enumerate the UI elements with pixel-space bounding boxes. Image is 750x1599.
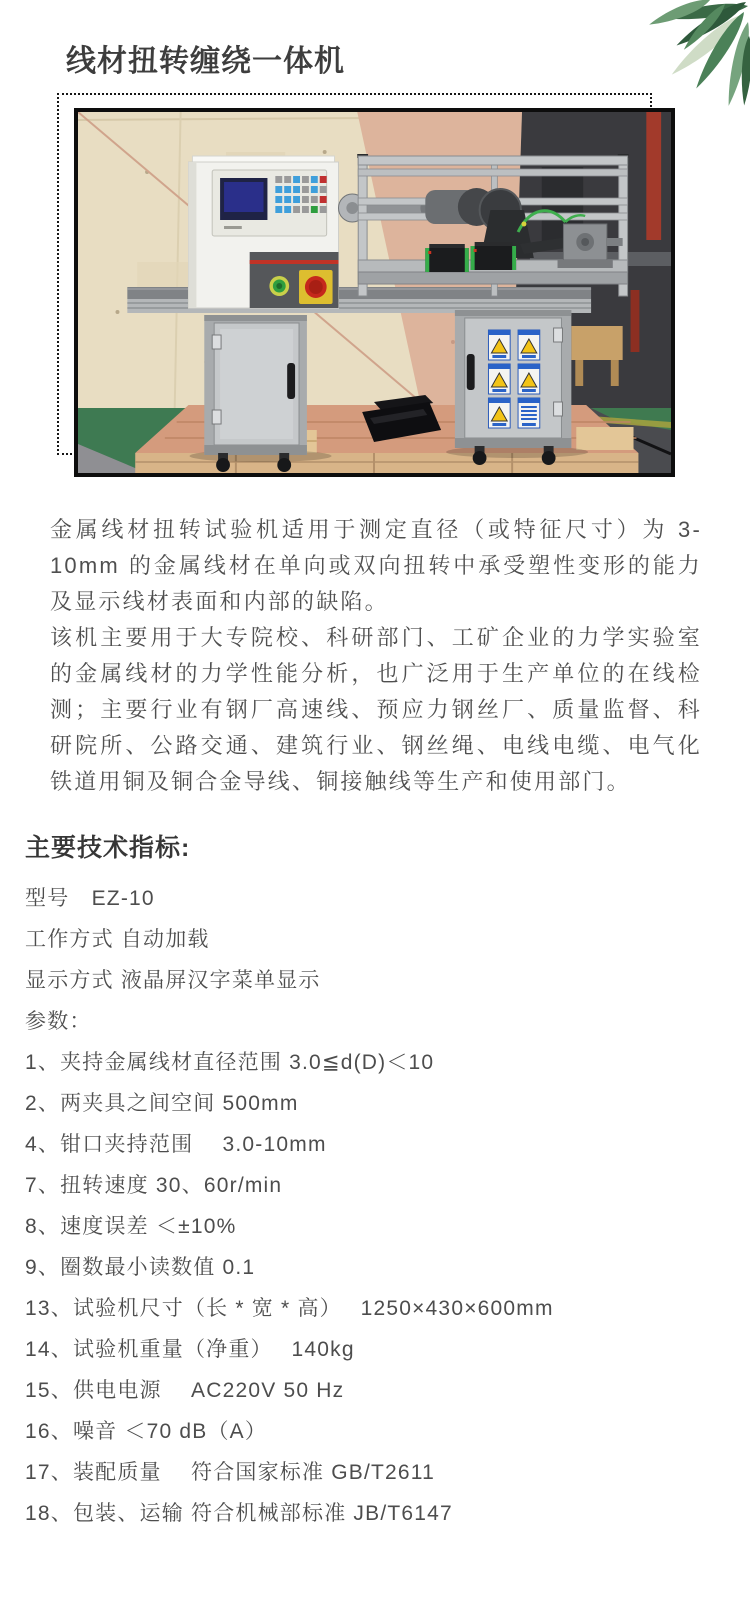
spec-work-mode: 工作方式 自动加载 [25,928,210,951]
spec-weight: 14、试验机重量（净重） 140kg [25,1338,355,1361]
operator-buttons [250,252,339,308]
cabinet-handle [467,354,475,390]
spec-power-supply: 15、供电电源 AC220V 50 Hz [25,1379,345,1402]
specs-heading: 主要技术指标: [25,834,191,862]
spec-noise: 16、噪音 ＜70 dB（A） [25,1420,268,1443]
spec-model: 型号 EZ-10 [25,887,155,910]
cabinet-handle [287,363,295,399]
left-cabinet [204,315,307,472]
page-title: 线材扭转缠绕一体机 [66,45,345,78]
description-paragraph-2: 该机主要用于大专院校、科研部门、工矿企业的力学实验室的金属线材的力学性能分析，也广泛用于生产单位的在线检测；主要行业有钢厂高速线、预应力钢丝厂、质量监督、科研院所、公路交通、建筑行业、钢丝绳、电线电缆、电气化铁道用铜及铜合金导线、铜接触线等生产和使用部门。 [50,625,702,794]
spec-dimensions: 13、试验机尺寸（长 * 宽 * 高） 1250×430×600mm [25,1297,554,1320]
spec-display-mode: 显示方式 液晶屏汉字菜单显示 [25,969,321,992]
spec-params-label: 参数： [25,1010,92,1033]
linear-guide-blocks [425,242,516,272]
specs-list [25,878,735,1534]
product-photo [74,108,675,477]
machine-illustration [78,112,671,473]
product-description [50,512,702,800]
control-console [189,156,339,308]
spec-assembly-quality: 17、装配质量 符合国家标准 GB/T2611 [25,1461,435,1484]
spec-clamp-space: 2、两夹具之间空间 500mm [25,1092,299,1115]
spec-packing-transport: 18、包装、运输 符合机械部标准 JB/T6147 [25,1502,453,1525]
right-cabinet [455,310,571,465]
spec-min-reading: 9、圈数最小读数值 0.1 [25,1256,256,1279]
spec-torsion-speed: 7、扭转速度 30、60r/min [25,1174,283,1197]
spec-wire-diameter: 1、夹持金属线材直径范围 3.0≦d(D)＜10 [25,1051,435,1074]
spec-jaw-range: 4、钳口夹持范围 3.0-10mm [25,1133,327,1156]
spec-speed-error: 8、速度误差 ＜±10% [25,1215,237,1238]
description-paragraph-1: 金属线材扭转试验机适用于测定直径（或特征尺寸）为 3-10mm 的金属线材在单向或双向扭转中承受塑性变形的能力及显示线材表面和内部的缺陷。 [50,517,702,614]
